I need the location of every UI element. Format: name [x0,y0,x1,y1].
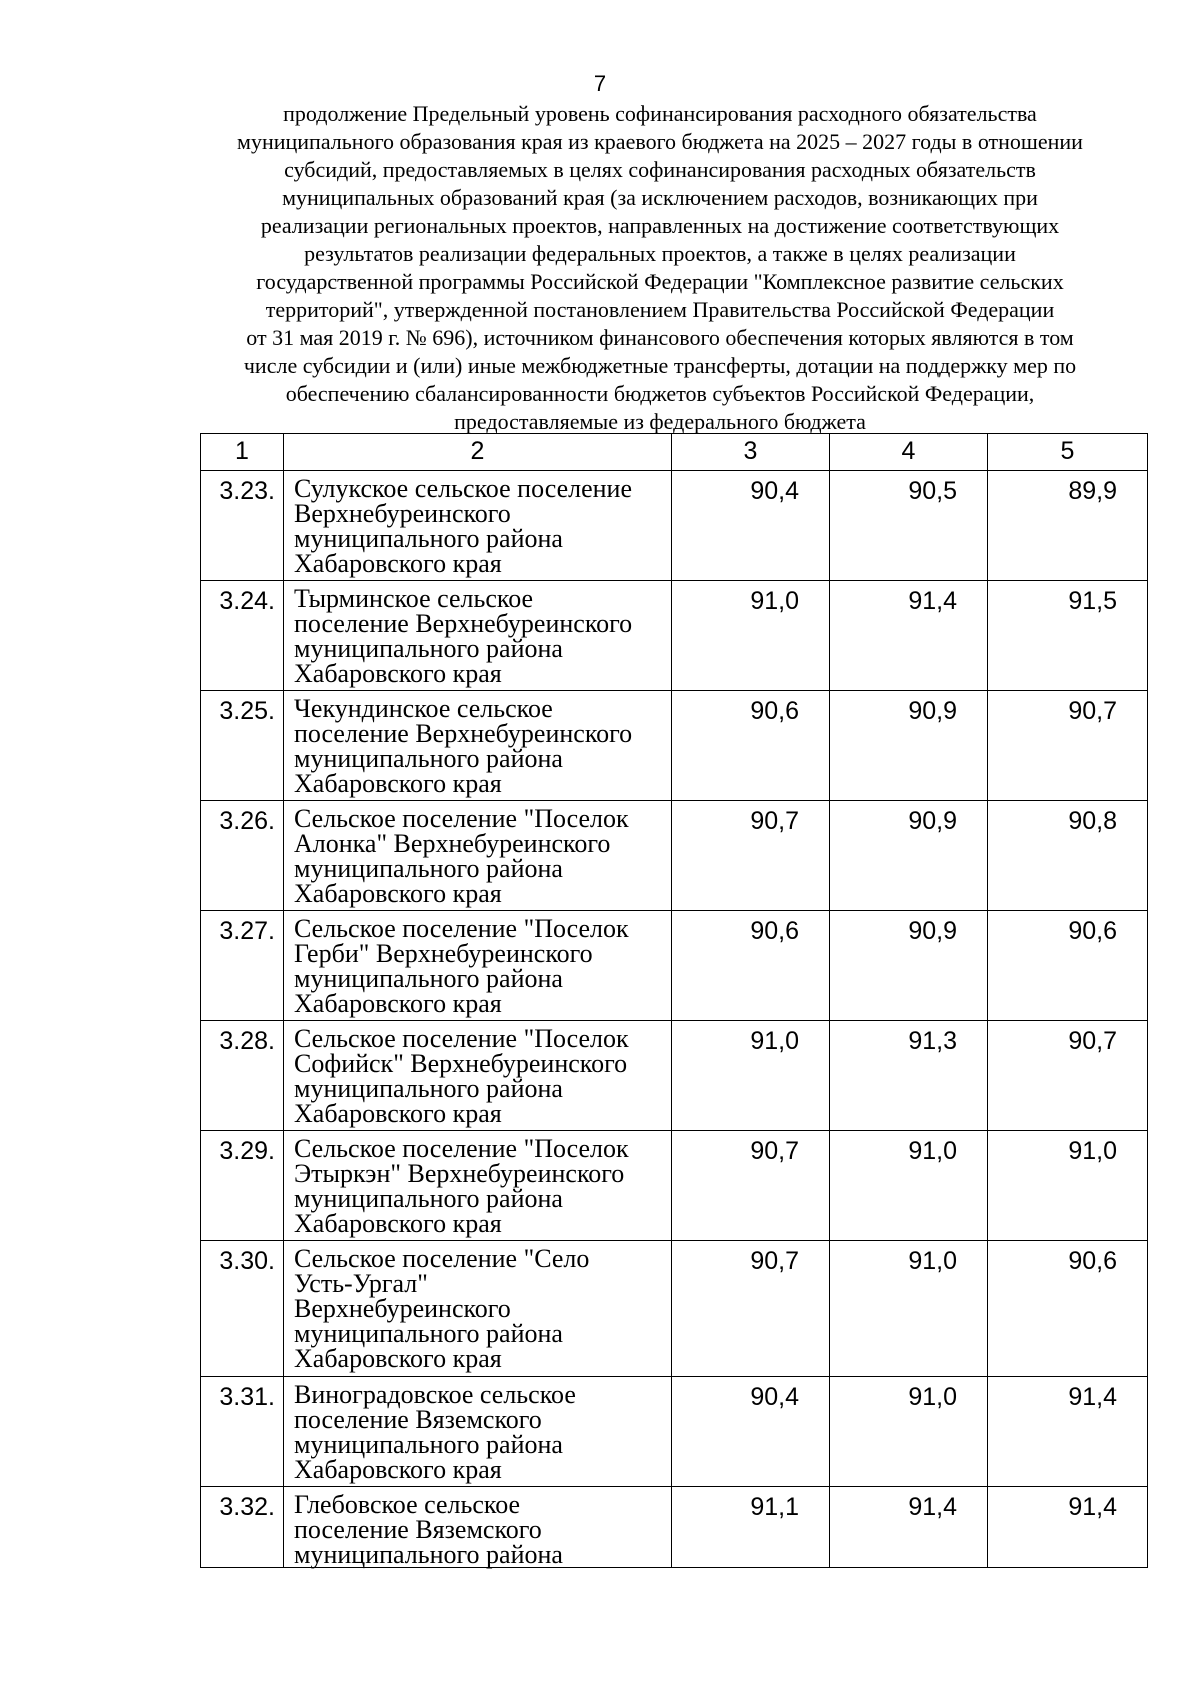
row-number: 3.27. [201,911,284,1021]
name-line: Сельское поселение "Село [294,1244,590,1273]
table-header-row [201,434,1148,471]
column-header: 1 [201,434,284,471]
value-2025: 90,7 [672,801,830,911]
value-2026: 91,0 [830,1241,988,1377]
name-line: Хабаровского края [294,1209,502,1238]
name-line: Тырминское сельское [294,584,534,613]
name-line: Чекундинское сельское [294,694,553,723]
table-row [201,1377,1148,1487]
municipality-name [284,581,672,691]
name-line: Хабаровского края [294,769,502,798]
name-line: Софийск" Верхнебуреинского [294,1049,628,1078]
heading-line: субсидий, предоставляемых в целях софинансирования расходных обязательств [284,157,1036,182]
heading-line: предоставляемые из федерального бюджета [454,409,866,434]
name-line: муниципального района [294,1540,563,1569]
row-number: 3.31. [201,1377,284,1487]
table-row [201,1021,1148,1131]
name-line: Верхнебуреинского [294,1294,511,1323]
value-2027: 90,6 [988,1241,1148,1377]
value-2026: 90,9 [830,911,988,1021]
table-row [201,691,1148,801]
municipality-name [284,1487,672,1568]
heading-line: обеспечению сбалансированности бюджетов субъектов Российской Федерации, [285,381,1035,406]
municipality-name [284,1021,672,1131]
municipality-name [284,1131,672,1241]
name-line: Хабаровского края [294,989,502,1018]
value-2026: 91,3 [830,1021,988,1131]
row-number: 3.30. [201,1241,284,1377]
name-line: муниципального района [294,854,563,883]
name-line: поселение Вяземского [294,1515,542,1544]
value-2027: 91,4 [988,1487,1148,1568]
name-line: Хабаровского края [294,1099,502,1128]
name-line: Алонка" Верхнебуреинского [294,829,611,858]
value-2026: 91,4 [830,1487,988,1568]
value-2027: 89,9 [988,471,1148,581]
name-line: поселение Вяземского [294,1405,542,1434]
value-2026: 90,9 [830,691,988,801]
name-line: Этыркэн" Верхнебуреинского [294,1159,625,1188]
value-2027: 91,5 [988,581,1148,691]
value-2025: 90,4 [672,1377,830,1487]
name-line: муниципального района [294,1074,563,1103]
name-line: Сельское поселение "Поселок [294,1134,629,1163]
name-line: поселение Верхнебуреинского [294,609,633,638]
value-2025: 90,7 [672,1241,830,1377]
municipality-name [284,801,672,911]
table-row [201,581,1148,691]
value-2025: 90,4 [672,471,830,581]
row-number: 3.25. [201,691,284,801]
value-2027: 90,7 [988,1021,1148,1131]
name-line: муниципального района [294,524,563,553]
cofinancing-table [200,433,1148,1568]
row-number: 3.23. [201,471,284,581]
table-heading [180,100,1140,436]
value-2027: 91,4 [988,1377,1148,1487]
name-line: Сельское поселение "Поселок [294,804,629,833]
row-number: 3.26. [201,801,284,911]
table-row [201,801,1148,911]
value-2025: 90,7 [672,1131,830,1241]
row-number: 3.32. [201,1487,284,1568]
value-2025: 91,1 [672,1487,830,1568]
heading-line: результатов реализации федеральных проектов, а также в целях реализации [304,241,1016,266]
value-2026: 90,5 [830,471,988,581]
name-line: муниципального района [294,1184,563,1213]
value-2025: 91,0 [672,581,830,691]
table-row [201,911,1148,1021]
value-2027: 90,7 [988,691,1148,801]
heading-line: территорий", утвержденной постановлением Правительства Российской Федерации [265,297,1055,322]
column-header: 3 [672,434,830,471]
name-line: Сельское поселение "Поселок [294,1024,629,1053]
name-line: Виноградовское сельское [294,1380,576,1409]
value-2026: 91,4 [830,581,988,691]
table-row [201,471,1148,581]
heading-line: продолжение Предельный уровень софинансирования расходного обязательства [283,101,1037,126]
name-line: Глебовское сельское [294,1490,521,1519]
name-line: муниципального района [294,634,563,663]
name-line: Сулукское сельское поселение [294,474,632,503]
column-header: 5 [988,434,1148,471]
value-2026: 91,0 [830,1377,988,1487]
value-2027: 90,6 [988,911,1148,1021]
table-row [201,1131,1148,1241]
heading-line: муниципального образования края из краевого бюджета на 2025 – 2027 годы в отношении [237,129,1083,154]
row-number: 3.28. [201,1021,284,1131]
name-line: Хабаровского края [294,549,502,578]
municipality-name [284,1241,672,1377]
name-line: муниципального района [294,744,563,773]
heading-line: муниципальных образований края (за исключением расходов, возникающих при [282,185,1038,210]
heading-line: числе субсидии и (или) иные межбюджетные трансферты, дотации на поддержку мер по [243,353,1077,378]
name-line: Хабаровского края [294,1344,502,1373]
table-row [201,1487,1148,1568]
value-2026: 90,9 [830,801,988,911]
page-number: 7 [593,71,607,96]
row-number: 3.29. [201,1131,284,1241]
name-line: Сельское поселение "Поселок [294,914,629,943]
name-line: Хабаровского края [294,659,502,688]
name-line: муниципального района [294,1319,563,1348]
municipality-name [284,911,672,1021]
table-row [201,1241,1148,1377]
value-2026: 91,0 [830,1131,988,1241]
municipality-name [284,691,672,801]
column-header: 2 [284,434,672,471]
column-header: 4 [830,434,988,471]
name-line: муниципального района [294,1430,563,1459]
value-2027: 91,0 [988,1131,1148,1241]
heading-line: от 31 мая 2019 г. № 696), источником финансового обеспечения которых являются в том [246,325,1074,350]
value-2027: 90,8 [988,801,1148,911]
name-line: Хабаровского края [294,1455,502,1484]
value-2025: 91,0 [672,1021,830,1131]
value-2025: 90,6 [672,911,830,1021]
value-2025: 90,6 [672,691,830,801]
name-line: Герби" Верхнебуреинского [294,939,593,968]
municipality-name [284,1377,672,1487]
municipality-name [284,471,672,581]
heading-line: государственной программы Российской Федерации "Комплексное развитие сельских [256,269,1064,294]
name-line: Хабаровского края [294,879,502,908]
name-line: муниципального района [294,964,563,993]
heading-line: реализации региональных проектов, направленных на достижение соответствующих [260,213,1060,238]
name-line: Верхнебуреинского [294,499,511,528]
name-line: поселение Верхнебуреинского [294,719,633,748]
row-number: 3.24. [201,581,284,691]
name-line: Усть-Ургал" [294,1269,428,1298]
